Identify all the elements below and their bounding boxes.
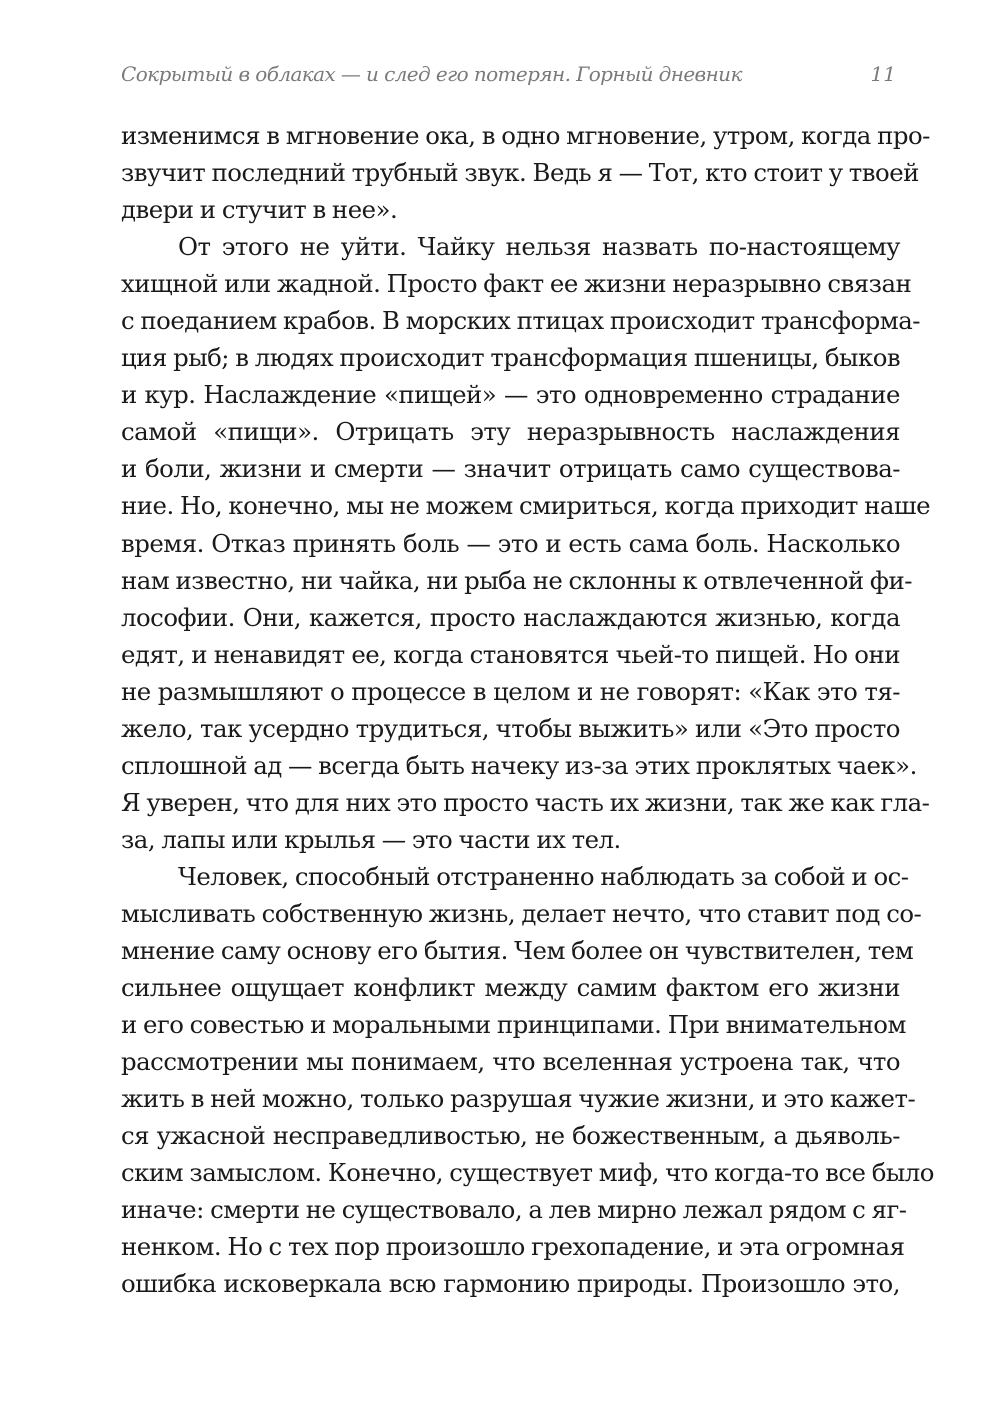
- text-line: и боли, жизни и смерти — значит отрицать само существова-: [121, 454, 900, 484]
- text-line: не размышляют о процессе в целом и не говорят: «Как это тя-: [121, 676, 900, 706]
- text-line: едят, и ненавидят ее, когда становятся чьей-то пищей. Но они: [121, 639, 900, 669]
- body-text: [121, 117, 934, 1303]
- text-line: лософии. Они, кажется, просто наслаждаются жизнью, когда: [121, 602, 900, 632]
- text-line: самой «пищи». Отрицать эту неразрывность наслаждения: [121, 417, 900, 447]
- paragraph: [121, 858, 934, 1303]
- text-line: и кур. Наслаждение «пищей» — это одновременно страдание: [121, 380, 900, 410]
- text-line: ся ужасной несправедливостью, не божественным, а дьяволь-: [121, 1121, 900, 1151]
- text-line: рассмотрении мы понимаем, что вселенная устроена так, что: [121, 1047, 900, 1077]
- text-line: иначе: смерти не существовало, а лев мирно лежал рядом с яг-: [121, 1195, 907, 1225]
- text-line: ние. Но, конечно, мы не можем смириться, когда приходит наше: [121, 491, 931, 521]
- text-line: ция рыб; в людях происходит трансформация пшеницы, быков: [121, 343, 901, 373]
- text-line: мысливать собственную жизнь, делает нечто, что ставит под со-: [121, 898, 922, 928]
- text-line: и его совестью и моральными принципами. При внимательном: [121, 1010, 906, 1040]
- text-line: жело, так усердно трудиться, чтобы выжить» или «Это просто: [121, 713, 900, 743]
- text-line: ненком. Но с тех пор произошло грехопадение, и эта огромная: [121, 1232, 905, 1262]
- text-line: время. Отказ принять боль — это и есть сама боль. Насколько: [121, 528, 900, 558]
- text-line: звучит последний трубный звук. Ведь я — Тот, кто стоит у твоей: [121, 158, 919, 188]
- text-line: с поеданием крабов. В морских птицах происходит трансформа-: [121, 306, 921, 336]
- text-line: Я уверен, что для них это просто часть их жизни, так же как гла-: [121, 787, 930, 817]
- text-line: От этого не уйти. Чайку нельзя назвать по-настоящему: [178, 232, 900, 262]
- page-number: 11: [870, 62, 896, 86]
- text-line: мнение саму основу его бытия. Чем более он чувствителен, тем: [121, 936, 914, 966]
- text-line: ским замыслом. Конечно, существует миф, что когда-то все было: [121, 1158, 934, 1188]
- text-line: сплошной ад — всегда быть начеку из-за этих проклятых чаек».: [121, 750, 917, 780]
- paragraph: [121, 117, 930, 228]
- text-line: нам известно, ни чайка, ни рыба не склонны к отвлеченной фи-: [121, 565, 912, 595]
- text-line: хищной или жадной. Просто факт ее жизни неразрывно связан: [121, 269, 912, 299]
- text-line: за, лапы или крылья — это части их тел.: [121, 824, 621, 854]
- text-line: изменимся в мгновение ока, в одно мгновение, утром, когда про-: [121, 121, 930, 150]
- text-line: жить в ней можно, только разрушая чужие жизни, и это кажет-: [121, 1084, 916, 1114]
- text-line: сильнее ощущает конфликт между самим фактом его жизни: [121, 973, 900, 1003]
- running-head: Сокрытый в облаках — и след его потерян. Горный дневник: [121, 62, 742, 86]
- paragraph: [121, 228, 931, 858]
- page-header: [121, 62, 896, 90]
- text-line: ошибка исковеркала всю гармонию природы. Произошло это,: [121, 1269, 900, 1299]
- text-line: двери и стучит в нее».: [121, 195, 398, 225]
- text-line: Человек, способный отстраненно наблюдать за собой и ос-: [178, 861, 909, 891]
